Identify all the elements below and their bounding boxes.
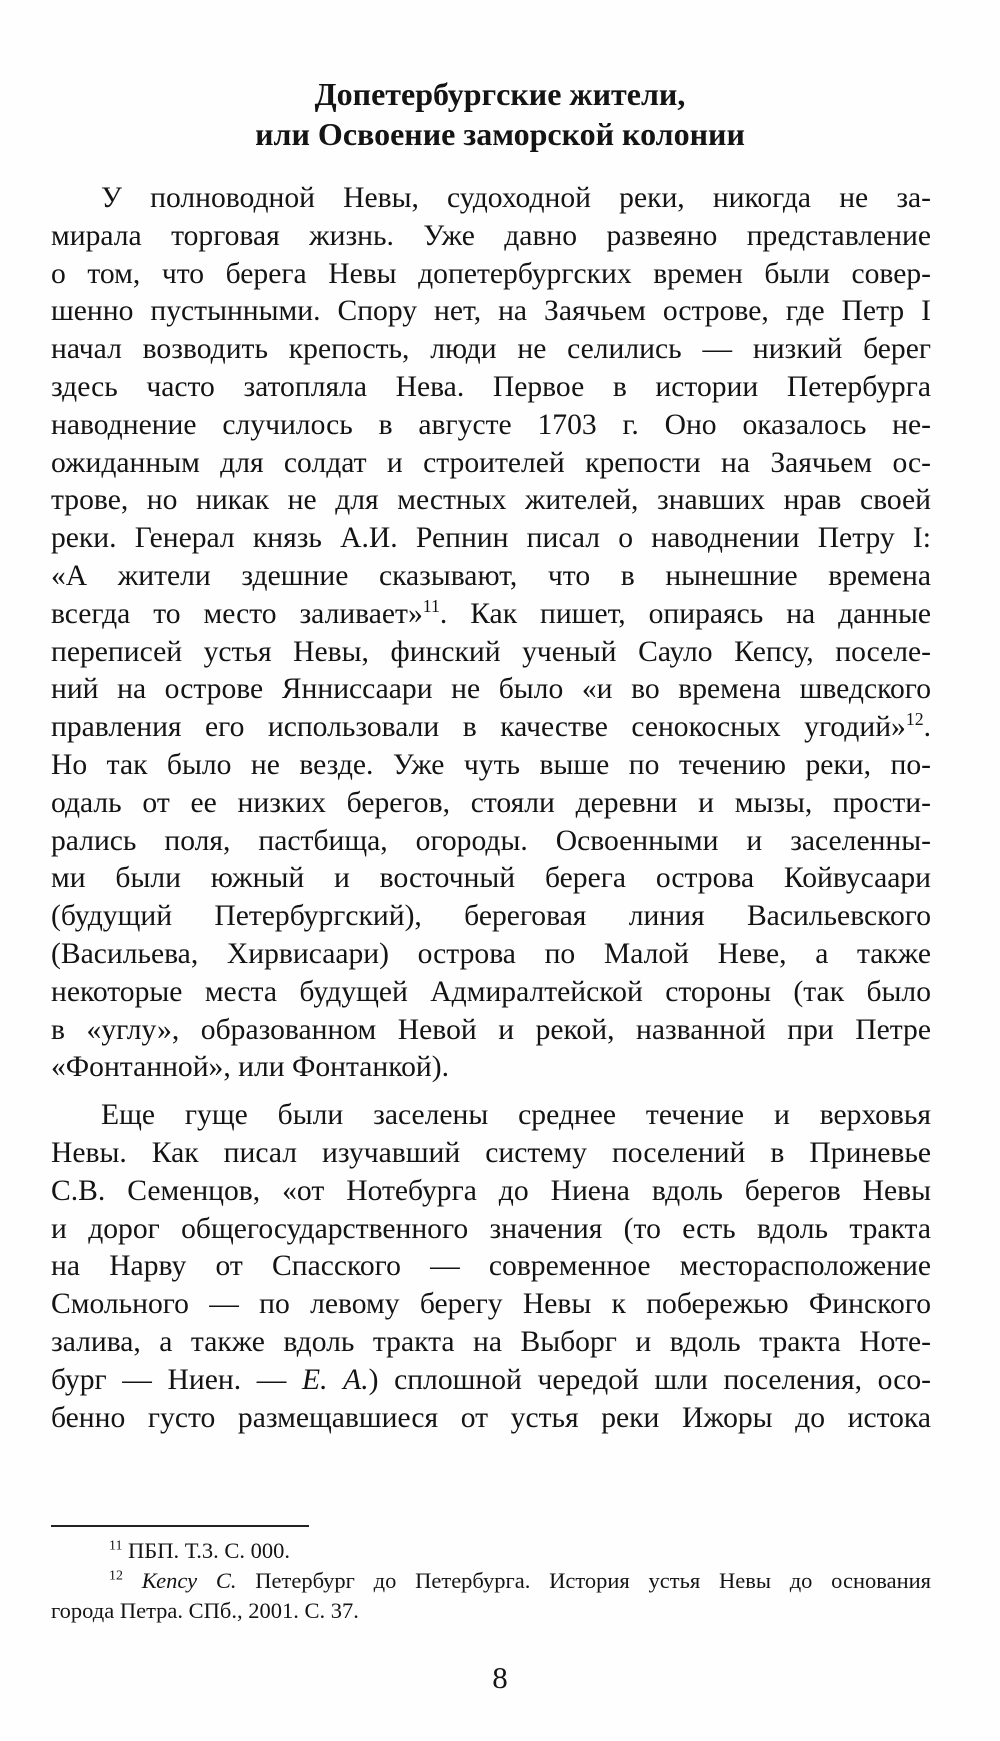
text-segment: . <box>923 711 931 744</box>
text-segment: . Как пишет, опираясь на данные <box>439 597 932 630</box>
text-line: (будущий Петербургский), береговая линия Васильевского <box>51 900 931 933</box>
text-line: и дорог общегосударственного значения (то есть вдоль тракта <box>51 1212 931 1245</box>
footnote-line <box>51 1566 931 1596</box>
text-line: ожиданным для солдат и строителей крепости на Заячьем ос- <box>51 446 931 479</box>
text-line-with-footnote-ref <box>51 709 931 747</box>
text-line: начал возводить крепость, люди не селились — низкий берег <box>51 333 931 366</box>
text-line: мирала торговая жизнь. Уже давно развеяно представление <box>51 219 931 252</box>
text-line: в «углу», образованном Невой и рекой, названной при Петре <box>51 1013 931 1046</box>
author-initials: Е. А. <box>302 1363 369 1396</box>
text-line: здесь часто затопляла Нева. Первое в истории Петербурга <box>51 370 931 403</box>
text-line: на Нарву от Спасского — современное месторасположение <box>51 1250 931 1283</box>
text-line: залива, а также вдоль тракта на Выборг и вдоль тракта Ноте- <box>51 1325 931 1358</box>
text-line: ний на острове Янниссаари не было «и во времена шведского <box>51 673 931 706</box>
text-segment: ) сплошной чередой шли поселения, осо- <box>368 1363 931 1396</box>
text-line: (Васильева, Хирвисаари) острова по Малой Неве, а также <box>51 937 931 970</box>
chapter-title-line-1: Допетербургские жители, <box>314 76 686 112</box>
text-segment: всегда то место заливает» <box>51 597 423 630</box>
text-line: одаль от ее низких берегов, стояли деревни и мызы, прости- <box>51 786 931 819</box>
text-line-with-footnote-ref <box>51 596 931 634</box>
chapter-title-line-2: или Освоение заморской колонии <box>255 116 745 152</box>
text-line: о том, что берега Невы допетербургских времен были совер- <box>51 257 931 290</box>
text-line: рались поля, пастбища, огороды. Освоенными и заселенны- <box>51 824 931 857</box>
text-segment: бург — Ниен. — <box>51 1363 302 1396</box>
footnote-ref-11[interactable]: 11 <box>422 595 440 616</box>
text-line: некоторые места будущей Адмиралтейской стороны (так было <box>51 975 931 1008</box>
footnote-number: 12 <box>109 1568 123 1584</box>
text-line-with-italic <box>51 1362 931 1400</box>
text-line: С.В. Семенцов, «от Нотебурга до Ниена вдоль берегов Невы <box>51 1174 931 1207</box>
text-segment: правления его использовали в качестве сенокосных угодий» <box>51 711 906 744</box>
footnotes <box>51 1536 931 1626</box>
text-line: Невы. Как писал изучавший систему поселений в Приневье <box>51 1136 931 1169</box>
body-text <box>51 180 931 1437</box>
footnote-11 <box>51 1536 931 1566</box>
text-line: ми были южный и восточный берега острова Койвусаари <box>51 862 931 895</box>
paragraph-1 <box>51 180 931 1087</box>
paragraph-gap <box>51 1087 931 1097</box>
text-line: «А жители здешние сказывают, что в нынешние времена <box>51 559 931 592</box>
text-line: Но так было не везде. Уже чуть выше по течению реки, по- <box>51 748 931 781</box>
footnote-number: 11 <box>109 1538 123 1554</box>
text-line: бенно густо размещавшиеся от устья реки Ижоры до истока <box>51 1401 931 1434</box>
footnote-12 <box>51 1566 931 1626</box>
text-line: наводнение случилось в августе 1703 г. Оно оказалось не- <box>51 408 931 441</box>
text-line: переписей устья Невы, финский ученый Сауло Кепсу, поселе- <box>51 635 931 668</box>
footnote-line: города Петра. СПб., 2001. С. 37. <box>51 1598 359 1623</box>
paragraph-2 <box>51 1097 931 1437</box>
text-line: Смольного — по левому берегу Невы к побережью Финского <box>51 1288 931 1321</box>
chapter-title <box>40 74 960 154</box>
text-line: У полноводной Невы, судоходной реки, никогда не за- <box>101 182 931 214</box>
page-number: 8 <box>492 1660 508 1695</box>
text-line: трове, но никак не для местных жителей, знавших нрав своей <box>51 484 931 517</box>
footnote-text: ПБП. Т.3. С. 000. <box>128 1538 290 1563</box>
footnote-text: Петербург до Петербурга. История устья Невы до основания <box>236 1568 931 1593</box>
footnote-divider <box>51 1525 309 1527</box>
text-line: шенно пустынными. Спору нет, на Заячьем острове, где Петр I <box>51 295 931 328</box>
footnote-ref-12[interactable]: 12 <box>905 709 924 730</box>
text-line: реки. Генерал князь А.И. Репнин писал о наводнении Петру I: <box>51 522 931 555</box>
text-line: Еще гуще были заселены среднее течение и верховья <box>101 1099 931 1132</box>
text-line: «Фонтанной», или Фонтанкой). <box>51 1051 450 1084</box>
footnote-author: Кепсу С. <box>141 1568 237 1593</box>
